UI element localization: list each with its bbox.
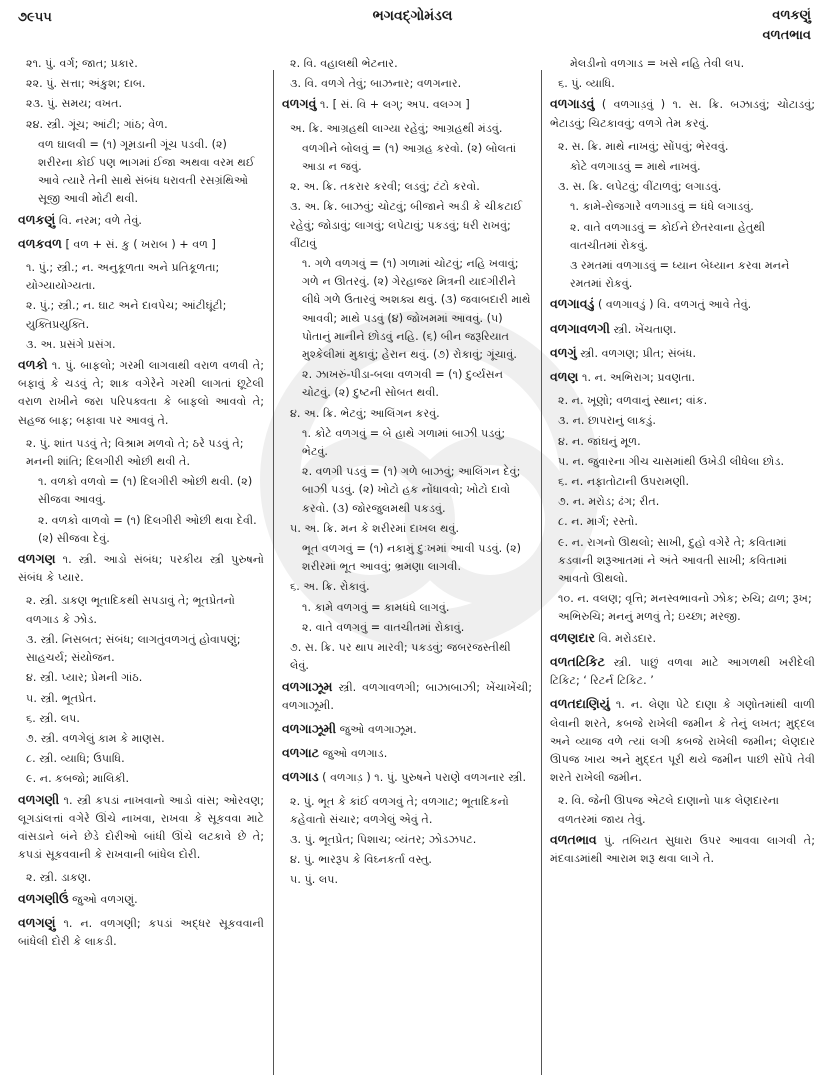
dictionary-entry (282, 768, 532, 787)
sense-line: ૩. ન. છાપરાનું લાકડું. (558, 414, 656, 428)
sense-line: ૯. ન. રાગનો ઊથલો; સાખી, દુહો વગેરે તે; કવિતામાં કડવાની શરૂઆતમાં ને અંતે આવતી સાખી; કવિતામાં આવતો ઊથલો. (558, 535, 788, 586)
sense-line: ૧. પું.; સ્ત્રી.; ન. અનુકૂળતા અને પ્રતિકૂળતા; યોગ્યાયોગ્યતા. (26, 261, 220, 293)
idiom-line: ૧. કામે વળગવું = કામધંધે લાગવું. (302, 600, 450, 614)
dictionary-entry (550, 368, 815, 387)
dictionary-entry (550, 629, 815, 648)
sense-line: ૨. સ. ક્રિ. માથે નાખવું; સોંપવું; ભેરવવું. (558, 139, 729, 153)
sense-line: ૨. ન. ખૂણો; વળવાનું સ્થાન; વાંક. (558, 394, 708, 408)
entry-definition: ૧. સ્ત્રી કપડાં નાખવાનો આડો વાંસ; ઓરવણ; લૂગડાંલત્તાં વગેરે ઊંચે નાખવા, રાખવા કે સૂકવવા માટે વાંસડાને બંને છેડે દોરીઓ બાંધી ઊંચે લટકાવે છે તે; કપડાં સૂકવવાની કે રાખવાની બાંધેલ દોરી. (18, 793, 264, 862)
sense-line: અ. ક્રિ. આગ્રહથી લાગ્યા રહેવું; આગ્રહથી મંડવું. (290, 121, 503, 135)
sense-line: ૬. અ. ક્રિ. રોકાવું. (290, 580, 370, 594)
entry-definition: ૧. ન. અભિરાગ; પ્રવણતા. (582, 371, 696, 385)
entry-headword: વળગાડ (282, 769, 319, 785)
idiom-line: ૧. કામે-રોજગારે વળગાડવું = ધંધે લગાડવું. (570, 200, 754, 214)
sense-line: ૬. પું. વ્યાધિ. (558, 77, 615, 91)
idiom-line: ૩ રમતમાં વળગાડવું = ધ્યાન બેધ્યાન કરવા મનને રમતમાં રોકવું. (570, 259, 790, 291)
dictionary-entry (550, 831, 815, 868)
sense-line: ૪. ન. જાંઘનું મૂળ. (558, 434, 641, 448)
sense-line: ૫. સ્ત્રી. ભૂતપ્રેત. (26, 691, 97, 705)
idiom-line: કોટે વળગાડવું = માથે નાખવું. (570, 160, 701, 174)
entry-headword: વળગણું (18, 914, 56, 930)
entry-definition: ૧. પું. બાફલો; ગરમી લાગવાથી વરાળ વળવી તે; બફાવું કે ચડવું તે; શાક વગેરેને ગરમી લાગતાં છૂટેલી વરાળ રાખીને જરા પરિપક્વતા કે બાફલો આવવો તે; સહજ બાફ; બફાવા પર આવવું તે. (18, 359, 264, 427)
dictionary-entry (18, 791, 264, 865)
idiom-line: ૨. વાતે વળગાડવું = કોઈને છેતરવાના હેતુથી વાતચીતમાં રોકવું. (570, 220, 766, 252)
sense-line: ૨. પું. ભૂત કે કાંઈ વળગવું તે; વળગાટ; ભૂતાદિકનો કહેવાતો સંચાર; વળગેલું એવું તે. (290, 794, 509, 826)
entry-definition: સ્ત્રી. વળગાવળગી; બાઝાબાઝી; ખેંચાખેંચી; વળગાઝૂમી. (282, 680, 532, 712)
page-number: ૭૯૫૫ (18, 10, 52, 25)
sense-line: ૨. વિ. વહાલથી ભેટનાર. (290, 57, 398, 70)
sense-line: ૩. વિ. વળગે તેવું; બાઝનાર; વળગનાર. (290, 77, 462, 91)
dictionary-entry (550, 653, 815, 690)
idiom-line: ૨. વળકો વાળવો = (૧) દિલગીરી ઓછી થવા દેવી. (૨) સીજવા દેવું. (38, 513, 257, 545)
dictionary-entry (18, 235, 264, 254)
book-title: ભગવદ્ગોમંડલ (372, 8, 453, 24)
entry-definition: ૧. ન. વળગણી; કપડાં અદ્ધર સૂકવવાની બાંધેલી દોરી કે લાકડી. (18, 916, 264, 948)
idiom-line: ૨. વળગી પડવું = (૧) ગળે બાઝવું; આલિંગન દેવું; બાઝી પડવું. (૨) ખોટો હક નોંધાવવો; ખોટો દાવો કરવો. (૩) જોરજુલમથી પકડવું. (302, 465, 521, 515)
sense-line: ૩. સ્ત્રી. નિસબત; સંબંધ; લાગતુંવળગતું હોવાપણું; સાહચર્ય; સંયોજન. (26, 632, 241, 665)
entry-headword: વળતભાવ (550, 831, 597, 847)
entry-definition: ( વળગાડ઼વું ) ૧. સ. ક્રિ. બઝાડવું; ચોટાડવું; ભેટાડવું; ચિટકાવવું; વળગે તેમ કરવું. (550, 98, 815, 130)
column-2 (282, 55, 532, 1085)
sense-line: ૯. ન. કબજો; માલિકી. (26, 772, 130, 786)
sense-line: ૪. અ. ક્રિ. ભેટવું; આલિંગન કરવું. (290, 406, 440, 420)
sense-line: ૩. અ. પ્રસંગે પ્રસંગ. (26, 337, 116, 351)
idiom-line: ૧. ગળે વળગવું = (૧) ગળામાં ચોટવું; નહિ ખવાવું; ગળે ન ઊતરવું. (૨) ગેરહાજર મિત્રની યાદગીરીને લીધે ગળે ઉતારવું અશક્ય થવું. (૩) જવાબદારી માથે આવવી; માથે પડવું (૪) જોખમમાં આવવું. (૫) પોતાનું માનીને છોડવું નહિ. (૬) બીન જરૂરિયાત મુશ્કેલીમાં મુકાવું; હેરાન થવું. (૭) રોકાવું; ગૂંચાવું. (302, 257, 531, 362)
entry-headword: વળગણ (18, 551, 56, 567)
entry-definition: વિ. મરોડદાર. (598, 631, 657, 645)
entry-definition: પું. તબિયત સુધારા ઉપર આવવા લાગવી તે; મંદવાડમાંથી આરામ શરૂ થવા લાગે તે. (550, 833, 815, 865)
dictionary-entry (550, 695, 815, 787)
sense-line: ૩. અ. ક્રિ. બાઝવું; ચોટવું; બીજાને અડી કે ચીકટાઈ રહેવું; જોડાવું; લાગવું; લપેટાવું; પકડવું; ધરી રાખવું; વીંટાવું (290, 200, 523, 250)
entry-headword: વળણ (550, 369, 579, 385)
dictionary-entry (282, 678, 532, 715)
guide-word-first: વળકણું (772, 8, 811, 23)
sense-line: ૨. સ્ત્રી. ડાકણ. (26, 871, 92, 885)
dictionary-entry (550, 344, 815, 363)
entry-headword: વળગાવડું (550, 296, 595, 312)
idiom-line: વળગીને બોલવું = (૧) આગ્રહ કરવો. (૨) બોલતાં આડા ન જવું. (302, 141, 517, 174)
dictionary-entry (282, 744, 532, 763)
dictionary-entry (18, 550, 264, 587)
sense-line: ૨. પું. શાંત પડવું તે; વિશ્રામ મળવો તે; ઠરે પડવું તે; મનની શાંતિ; દિલગીરી ઓછી થવી તે. (26, 436, 244, 469)
sense-line: ૨. અ. ક્રિ. તકરાર કરવી; લડવું; ટંટો કરવો. (290, 180, 480, 194)
idiom-line: ભૂત વળગવું = (૧) નકામું દુઃખમાં આવી પડવું. (૨) શરીરમાં ભૂત આવવું; ભ્રમણા લાગવી. (302, 542, 522, 574)
entry-headword: વળગાવળગી (550, 320, 610, 336)
entry-headword: વળગાટ (282, 745, 320, 761)
dictionary-entry (18, 356, 264, 430)
entry-definition: ૧. ન. લેણા પેટે દાણા કે ગણોતમાંથી વાળી લેવાની શરતે, કબજે રાખેલી જમીન કે તેનું લખત; મુદ્દલ અને વ્યાજ વળે ત્યાં લગી કબજે રાખેલી જમીન; લેણદાર ઊપજ ખાય અને મુદ્દત પૂરી થયે જમીન પાછી સોંપે તેવી શરતે રાખેલી જમીન. (550, 698, 815, 785)
sense-line: ૫. પું. લપ. (290, 873, 339, 887)
dictionary-entry (550, 320, 815, 339)
entry-definition: જુઓ વળગાડ. (322, 747, 388, 761)
idiom-line: ૧. વળકો વળવો = (૧) દિલગીરી ઓછી થવી. (૨) સીજવા આવવું. (38, 475, 253, 507)
sense-line: ૫. અ. ક્રિ. મન કે શરીરમાં દાખલ થવું. (290, 521, 460, 535)
dictionary-entry (18, 914, 264, 951)
sense-line: ૨. વિ. જેની ઊપજ એટલે દાણાનો પાક લેણદારના વળતરમાં જાય તેવું. (558, 794, 779, 826)
entry-headword: વળતદાણિયું (550, 696, 610, 712)
dictionary-entry (550, 95, 815, 132)
column-1 (18, 55, 264, 1085)
entry-headword: વળકણું (18, 211, 56, 227)
dictionary-entry (282, 95, 532, 114)
sense-line: ૩. સ. ક્રિ. લપેટવું; વીંટાળવું; લગાડવું. (558, 180, 722, 194)
entry-headword: વળગણીઉં (18, 890, 69, 906)
dictionary-entry (282, 720, 532, 739)
sense-line: ૨૧. પું. વર્ગ; જાત; પ્રકાર. (26, 57, 138, 70)
idiom-line: વળ ઘાલવી = (૧) ગૂમડાની ગૂંચ પડવી. (૨) શરીરના કોઈ પણ ભાગમાં ઈજા અથવા વરમ થઈ આવે ત્યારે તેની સાથે સંબંધ ધરાવતી રસગ્રંથિઓ સૂજી આવી મોટી થવી. (38, 137, 255, 206)
entry-definition: સ્ત્રી. ખેંચતાણ. (613, 322, 677, 336)
sense-line: ૭. સ્ત્રી. વળગેલું કામ કે માણસ. (26, 731, 165, 745)
column-divider (273, 70, 274, 1075)
sense-line: ૭. સ. ક્રિ. પર થાપ મારવી; પકડવું; જબરજસ્તીથી લેવું. (290, 641, 511, 673)
entry-headword: વળગું (550, 344, 577, 360)
idiom-line: ૨. ઝાખરું-પીડા-બલા વળગવી = (૧) દુર્વ્યસન ચોટવું. (૨) દુષ્ટની સોબત થવી. (302, 368, 504, 400)
entry-definition: ( વળગાવડું ) વિ. વળગતું આવે તેવું. (597, 298, 752, 312)
sense-line: ૭. ન. મરોડ; ઢંગ; રીત. (558, 495, 660, 509)
entry-headword: વળગણી (18, 791, 60, 807)
sense-line: ૪. પું. ભારરૂપ કે વિઘ્નકર્તા વસ્તુ. (290, 853, 432, 867)
idiom-line: ૨. વાતે વળગવું = વાતચીતમાં રોકાવું. (302, 620, 465, 634)
entry-definition: સ્ત્રી. વળગણ; પ્રીત; સંબંધ. (580, 346, 697, 360)
sense-line: ૨૩. પું. સમય; વખત. (26, 97, 123, 111)
entry-definition: જુઓ વળગણું. (72, 892, 138, 906)
entry-headword: વળગાઝૂમી (282, 720, 337, 736)
entry-headword: વળકવળ (18, 235, 62, 251)
column-divider (541, 70, 542, 1075)
sense-line: ૮. ન. માર્ગ; રસ્તો. (558, 515, 638, 529)
dictionary-entry (18, 211, 264, 230)
guide-word-last: વળતભાવ (762, 28, 811, 43)
column-3 (550, 55, 815, 1085)
sense-line: ૫. ન. જુવારના ગીચ ચાસમાંથી ઉખેડી લીધેલા છોડ. (558, 454, 785, 468)
entry-headword: વળગાડવું (550, 96, 595, 112)
entry-definition: જુઓ વળગાઝૂમ. (339, 722, 417, 736)
entry-headword: વળકો (18, 357, 48, 373)
idiom-line: ૧. કોટે વળગવું = બે હાથે ગળામાં બાઝી પડવું; ભેટવું. (302, 426, 506, 459)
sense-line: ૨. પું.; સ્ત્રી.; ન. ઘાટ અને દાવપેચ; આંટીઘૂંટી; યુક્તિપ્રયુક્તિ. (26, 299, 227, 331)
sense-line: ૩. પું. ભૂતપ્રેત; પિશાચ; વ્યંતર; ઝોડઝપટ. (290, 832, 477, 846)
sense-line: ૬. સ્ત્રી. લપ. (26, 711, 80, 725)
entry-headword: વળગાઝૂમ (282, 678, 333, 694)
sense-line: ૧૦. ન. વલણ; વૃત્તિ; મનસ્વભાવનો ઝોક; રુચિ; ઢાળ; રૂખ; અભિરુચિ; મનનું મળવું તે; ઇચ્છા; મરજી. (558, 592, 812, 624)
entry-definition: ( વળગાડ઼ ) ૧. પું. પુરુષને પરાણે વળગનાર સ્ત્રી. (322, 771, 527, 785)
idiom-line: મેલડીનો વળગાડ = ખસે નહિ તેવી લપ. (570, 57, 745, 70)
page-header (0, 0, 825, 50)
sense-line: ૮. સ્ત્રી. વ્યાધિ; ઉપાધિ. (26, 752, 125, 766)
sense-line: ૨૪. સ્ત્રી. ગૂંચ; આંટી; ગાંઠ; વેળ. (26, 117, 168, 131)
entry-headword: વળણદાર (550, 629, 595, 645)
entry-definition: વિ. નરમ; વળે તેવું. (58, 213, 142, 227)
entry-definition: [ વળ + સં. કુ ( ખરાબ ) + વળ ] (65, 237, 216, 251)
sense-line: ૨૨. પું. સત્તા; અંકુશ; દાબ. (26, 77, 146, 91)
entry-definition: ૧. સ્ત્રી. આડો સંબંધ; પરકીય સ્ત્રી પુરુષનો સંબંધ કે પ્યાર. (18, 553, 264, 585)
dictionary-entry (550, 295, 815, 314)
sense-line: ૬. ન. નફાતોટાની ઉપરામણી. (558, 475, 690, 489)
sense-line: ૪. સ્ત્રી. પ્યાર; પ્રેમની ગાંઠ. (26, 671, 143, 685)
entry-definition: સ્ત્રી. પાછું વળવા માટે આગળથી ખરીદેલી ટિકિટ; ‘ રિટર્ન ટિકિટ. ’ (550, 655, 815, 688)
dictionary-entry (18, 890, 264, 909)
entry-headword: વળગવું (282, 96, 317, 112)
entry-headword: વળતટિકિટ (550, 653, 605, 669)
entry-definition: ૧. [ સં. વિ + લગ્; અપ. વલગ્ગ ] (320, 98, 470, 112)
sense-line: ૨. સ્ત્રી. ડાકણ ભૂતાદિકથી સપડાવું તે; ભૂતપ્રેતનો વળગાડ કે ઝોડ. (26, 594, 235, 626)
